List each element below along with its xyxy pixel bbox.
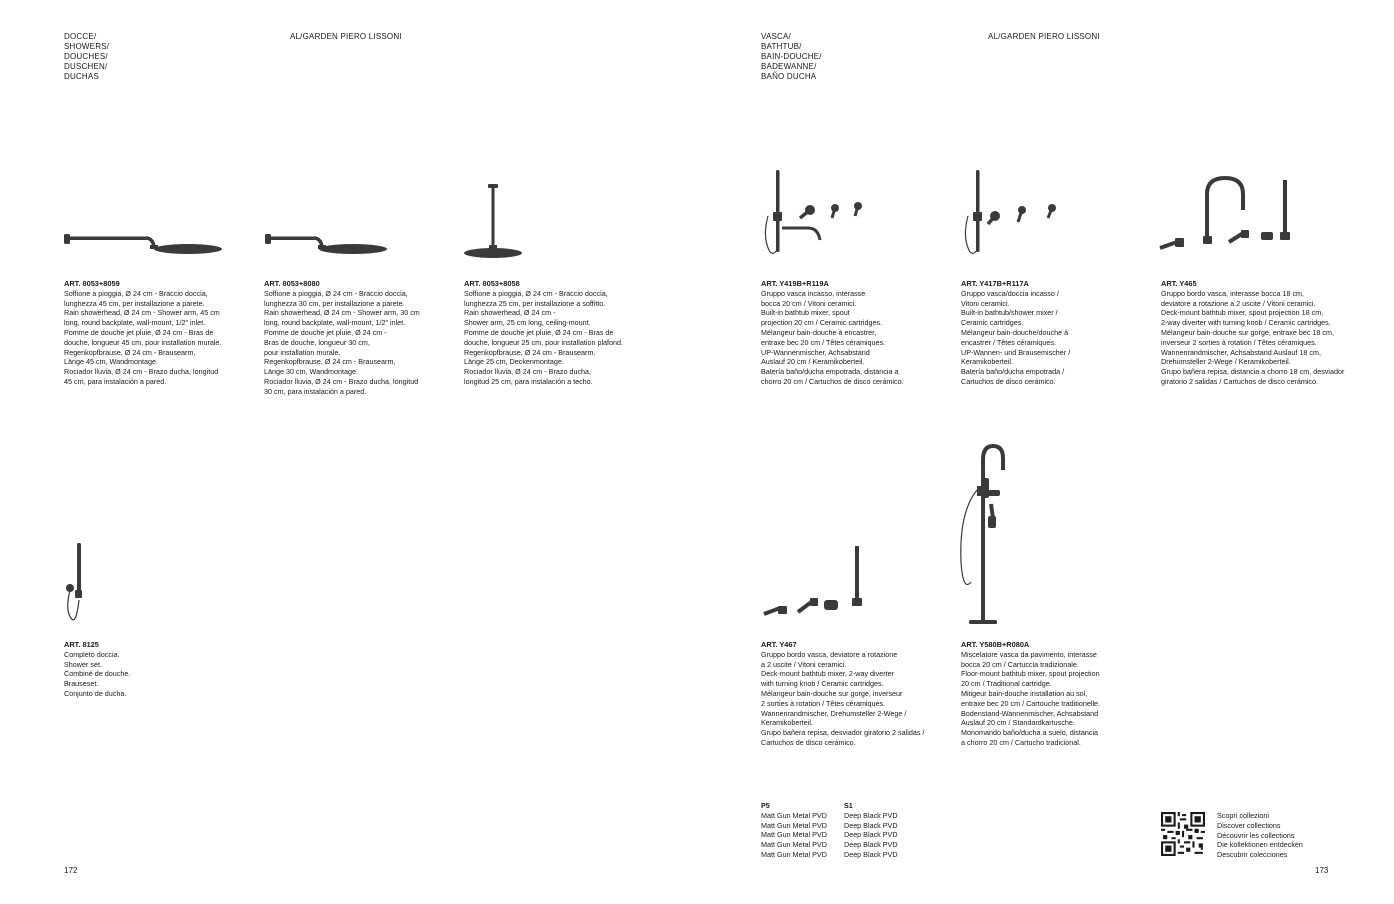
description-line: Cartuchos de disco cerámico.	[761, 737, 856, 747]
description-line: Rain showerhead, Ø 24 cm - Shower arm, 30 cm	[264, 308, 420, 318]
description-line: pour installation murale.	[264, 347, 341, 357]
description-line: Shower arm, 25 cm long, ceiling-mount.	[464, 318, 591, 328]
description-line: Regenkopfbrause, Ø 24 cm - Brausearm,	[64, 347, 196, 357]
description-line: Gruppo vasca/doccia incasso /	[961, 288, 1059, 298]
description-line: entraxe bec 20 cm / Cartouche traditionelle.	[961, 698, 1101, 708]
description-line: Pomme de douche jet pluie, Ø 24 cm - Bras de	[64, 327, 214, 337]
description-line: Soffione a pioggia, Ø 24 cm - Braccio doccia,	[64, 288, 208, 298]
category-line: VASCA/	[761, 32, 791, 41]
discover-line: Découvrir les collections	[1217, 830, 1295, 840]
description-line: Gruppo bordo vasca, interasse bocca 18 cm,	[1161, 288, 1305, 298]
finish-column-p5	[761, 801, 827, 860]
description-line: Bras de douche, longueur 30 cm,	[264, 337, 370, 347]
finish-code: P5	[761, 801, 770, 810]
description-line: Soffione a pioggia, Ø 24 cm - Braccio doccia,	[264, 288, 408, 298]
description-line: entraxe bec 20 cm / Têtes céramiques.	[761, 337, 886, 347]
description-line: chorro 20 cm / Cartuchos de disco cerámico.	[761, 376, 904, 386]
article-number: ART. Y580B+R080A	[961, 640, 1030, 649]
description-line: Grupo bañera repisa, desviador giratorio 2 salidas /	[761, 728, 925, 738]
description-line: Länge 30 cm, Wandmontage.	[264, 367, 359, 377]
finish-name: Matt Gun Metal PVD	[761, 810, 827, 820]
finish-name: Deep Black PVD	[844, 840, 898, 850]
discover-line: Discover collections	[1217, 820, 1281, 830]
description-line: bocca 20 cm / Vitoni ceramici.	[761, 298, 857, 308]
finish-name: Deep Black PVD	[844, 820, 898, 830]
description-line: Brauseset.	[64, 679, 99, 689]
product-y467	[761, 640, 936, 748]
qr-code-icon[interactable]	[1161, 812, 1205, 856]
finish-code: S1	[844, 801, 853, 810]
description-line: Miscelatore vasca da pavimento, interasse	[961, 649, 1097, 659]
finish-name: Deep Black PVD	[844, 830, 898, 840]
description-line: projection 20 cm / Ceramic cartridges.	[761, 318, 883, 328]
product-image-y467	[760, 540, 880, 620]
description-line: Pomme de douche jet pluie, Ø 24 cm -	[264, 327, 387, 337]
description-line: bocca 20 cm / Cartuccia tradizionale.	[961, 659, 1079, 669]
product-8053-8080	[264, 279, 439, 397]
description-line: Mitigeur bain-douche installation au sol,	[961, 688, 1088, 698]
description-line: douche, longueur 25 cm, pour installation plafond.	[464, 337, 624, 347]
product-image-8053-8058	[463, 183, 543, 261]
discover-line: Die kollektionen entdecken	[1217, 840, 1303, 850]
description-line: Rain showerhead, Ø 24 cm - Shower arm, 45 cm	[64, 308, 220, 318]
description-line: 2-way diverter with turning knob / Ceramic cartridges.	[1161, 318, 1331, 328]
product-y419b-r119a	[761, 279, 936, 387]
description-line: Mélangeur bain-douche à encastrer,	[761, 327, 877, 337]
article-number: ART. Y419B+R119A	[761, 279, 829, 288]
description-line: 45 cm, para instalación a pared.	[64, 376, 167, 386]
description-line: Deck-mount bathtub mixer, spout projection 18 cm,	[1161, 308, 1324, 318]
product-image-8053-8059	[62, 228, 222, 258]
left-collection-title: AL/GARDEN PIERO LISSONI	[290, 32, 402, 41]
description-line: 20 cm / Traditional cartridge.	[961, 679, 1052, 689]
article-number: ART. Y467	[761, 640, 797, 649]
discover-line: Scopri collezioni	[1217, 811, 1269, 820]
category-line: BAÑO DUCHA	[761, 72, 817, 81]
article-number: ART. 8053+8059	[64, 279, 120, 288]
description-line: lunghezza 45 cm, per installazione a parete.	[64, 298, 205, 308]
discover-collections	[1217, 811, 1303, 860]
finish-column-s1	[844, 801, 898, 860]
finish-name: Matt Gun Metal PVD	[761, 820, 827, 830]
description-line: Cartuchos de disco cerámico.	[961, 376, 1056, 386]
description-line: Shower set.	[64, 659, 102, 669]
description-line: with turning knob / Ceramic cartridges.	[761, 679, 884, 689]
article-number: ART. Y417B+R117A	[961, 279, 1029, 288]
description-line: Mélangeur bain-douche sur gorge, inverseur	[761, 688, 903, 698]
description-line: 2 sorties à rotation / Têtes céramiques.	[761, 698, 886, 708]
description-line: long, round backplate, wall-mount, 1/2" inlet.	[264, 318, 406, 328]
description-line: Monomando baño/ducha a suelo, distancia	[961, 728, 1099, 738]
description-line: Regenkopfbrause, Ø 24 cm - Brausearm.	[464, 347, 596, 357]
description-line: Keramikoberteil.	[961, 357, 1013, 367]
description-line: Ceramic cartridges.	[961, 318, 1024, 328]
product-8053-8058	[464, 279, 639, 387]
description-line: UP-Wannen- und Brausemischer /	[961, 347, 1071, 357]
description-line: Gruppo vasca incasso, interasse	[761, 288, 866, 298]
description-line: Conjunto de ducha.	[64, 688, 127, 698]
category-line: DOCCE/	[64, 32, 97, 41]
article-number: ART. 8053+8058	[464, 279, 520, 288]
description-line: lunghezza 25 cm, per installazione a soffitto.	[464, 298, 606, 308]
description-line: long, round backplate, wall-mount, 1/2" inlet.	[64, 318, 206, 328]
article-number: ART. 8125	[64, 640, 99, 649]
description-line: giratorio 2 salidas / Cartuchos de disco cerámico.	[1161, 376, 1318, 386]
description-line: Gruppo bordo vasca, deviatore a rotazione	[761, 649, 898, 659]
description-line: Combiné de douche.	[64, 669, 131, 679]
product-image-8053-8080	[263, 228, 403, 258]
finish-name: Deep Black PVD	[844, 849, 898, 859]
article-number: ART. 8053+8080	[264, 279, 320, 288]
description-line: Batería baño/ducha empotrada, distancia a	[761, 367, 899, 377]
description-line: Built-in bathtub/shower mixer /	[961, 308, 1058, 318]
finish-name: Matt Gun Metal PVD	[761, 830, 827, 840]
description-line: Länge 45 cm, Wandmontage.	[64, 357, 159, 367]
description-line: douche, longueur 45 cm, pour installation murale.	[64, 337, 222, 347]
description-line: Batería baño/ducha empotrada /	[961, 367, 1065, 377]
product-8053-8059	[64, 279, 239, 387]
article-number: ART. Y465	[1161, 279, 1197, 288]
description-line: Completo doccia.	[64, 649, 120, 659]
description-line: Regenkopfbrause, Ø 24 cm - Brausearm,	[264, 357, 396, 367]
description-line: Auslauf 20 cm / Standardkartusche.	[961, 718, 1075, 728]
description-line: Soffione a pioggia, Ø 24 cm - Braccio doccia,	[464, 288, 608, 298]
category-line: DUCHAS	[64, 72, 99, 81]
description-line: Grupo bañera repisa, distancia a chorro 18 cm, desviador	[1161, 367, 1345, 377]
finish-name: Matt Gun Metal PVD	[761, 849, 827, 859]
description-line: Mélangeur bain-douche/douche à	[961, 327, 1069, 337]
category-line: BAIN-DOUCHE/	[761, 52, 822, 61]
product-image-y465	[1155, 172, 1305, 262]
description-line: Built-in bathtub mixer, spout	[761, 308, 850, 318]
product-y465	[1161, 279, 1361, 387]
category-line: SHOWERS/	[64, 42, 110, 51]
description-line: Länge 25 cm, Deckenmontage.	[464, 357, 564, 367]
description-line: a chorro 20 cm / Cartucho tradicional.	[961, 737, 1081, 747]
category-line: BADEWANNE/	[761, 62, 817, 71]
category-line: DUSCHEN/	[64, 62, 108, 71]
description-line: encastrer / Têtes céramiques.	[961, 337, 1056, 347]
description-line: Pomme de douche jet pluie, Ø 24 cm - Bras de	[464, 327, 614, 337]
description-line: Drehumsteller 2-Wege / Keramikoberteil.	[1161, 357, 1291, 367]
finish-name: Deep Black PVD	[844, 810, 898, 820]
description-line: Bodenstand-Wannenmischer, Achsabstand	[961, 708, 1099, 718]
product-image-y580b-r080a	[955, 442, 1025, 630]
product-y580b-r080a	[961, 640, 1136, 748]
description-line: Rain showerhead, Ø 24 cm -	[464, 308, 556, 318]
right-category	[761, 32, 822, 82]
description-line: Deck-mount bathtub mixer, 2-way diverter	[761, 669, 895, 679]
description-line: Rociador lluvia, Ø 24 cm - Brazo ducha, longitud	[64, 367, 219, 377]
description-line: Wannenrandmischer, Drehumsteller 2-Wege /	[761, 708, 907, 718]
discover-line: Descubrir colecciones	[1217, 850, 1288, 860]
left-page-number: 172	[64, 866, 78, 875]
product-y417b-r117a	[961, 279, 1136, 387]
product-image-y417b-r117a	[960, 168, 1070, 258]
description-line: 30 cm, para instalación a pared.	[264, 386, 367, 396]
description-line: lunghezza 30 cm, per installazione a parete.	[264, 298, 405, 308]
description-line: Mélangeur bain-douche sur gorge, entraxe bec 18 cm,	[1161, 327, 1335, 337]
description-line: inverseur 2 sorties à rotation / Têtes céramiques.	[1161, 337, 1317, 347]
description-line: deviatore a rotazione a 2 uscite / Vitoni ceramici.	[1161, 298, 1316, 308]
right-page-number: 173	[1315, 866, 1329, 875]
description-line: a 2 uscite / Vitoni ceramici.	[761, 659, 847, 669]
left-category	[64, 32, 109, 82]
description-line: UP-Wannenmischer, Achsabstand	[761, 347, 870, 357]
product-image-8125	[62, 540, 92, 630]
product-8125	[64, 640, 239, 699]
description-line: longitud 25 cm, para instalación a techo.	[464, 376, 593, 386]
description-line: Wannenrandmischer, Achsabstand Auslauf 18 cm,	[1161, 347, 1321, 357]
description-line: Vitoni ceramici.	[961, 298, 1010, 308]
description-line: Rociador lluvia, Ø 24 cm - Brazo ducha,	[464, 367, 592, 377]
description-line: Floor-mount bathtub mixer, spout projection	[961, 669, 1100, 679]
description-line: Rociador lluvia, Ø 24 cm - Brazo ducha, longitud	[264, 376, 419, 386]
product-image-y419b-r119a	[760, 168, 870, 258]
description-line: Keramikoberteil.	[761, 718, 813, 728]
category-line: DOUCHES/	[64, 52, 108, 61]
category-line: BATHTUB/	[761, 42, 802, 51]
right-collection-title: AL/GARDEN PIERO LISSONI	[988, 32, 1100, 41]
description-line: Auslauf 20 cm / Keramikoberteil.	[761, 357, 865, 367]
finish-name: Matt Gun Metal PVD	[761, 840, 827, 850]
